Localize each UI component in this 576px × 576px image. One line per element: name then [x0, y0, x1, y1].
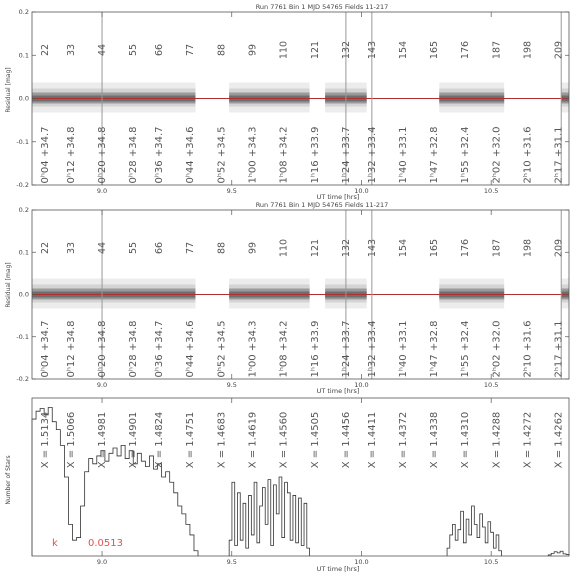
field-label: 187	[491, 40, 503, 60]
field-label: 121	[309, 238, 321, 258]
coord-label: 1ʰ24 +33.7	[340, 320, 352, 378]
field-label: 66	[154, 241, 166, 255]
x-tick-label: 10.5	[483, 381, 499, 389]
coord-label: 2ʰ17 +31.1	[553, 126, 565, 184]
coord-label: 1ʰ47 +32.8	[429, 126, 441, 184]
y-tick-label: -0.1	[16, 332, 29, 341]
field-labels	[40, 41, 565, 59]
field-label: 33	[65, 241, 77, 255]
airmass-labels	[40, 412, 565, 469]
field-label: 154	[397, 238, 409, 258]
field-label: 22	[39, 43, 51, 57]
y-axis-label: Number of Stars	[5, 455, 12, 505]
field-label: 77	[185, 241, 197, 255]
coord-label: 0ʰ28 +34.8	[128, 320, 140, 378]
field-label: 99	[247, 43, 259, 57]
field-label: 132	[340, 40, 352, 60]
airmass-label: X = 1.4683	[216, 411, 228, 469]
field-label: 44	[97, 241, 109, 255]
field-label: 110	[278, 238, 290, 258]
coord-label: 2ʰ02 +32.0	[491, 126, 503, 184]
airmass-label: X = 1.4338	[429, 411, 441, 469]
airmass-label: X = 1.4560	[278, 411, 290, 469]
field-label: 22	[39, 241, 51, 255]
residual-bands	[32, 83, 569, 113]
field-label: 121	[309, 40, 321, 60]
coord-label: 1ʰ55 +32.4	[460, 320, 472, 378]
histogram-segment	[447, 506, 501, 556]
x-tick-label: 10.5	[483, 558, 499, 566]
airmass-label: X = 1.4505	[309, 411, 321, 469]
field-label: 165	[429, 40, 441, 60]
x-tick-label: 10.0	[354, 381, 369, 389]
coord-label: 0ʰ52 +34.5	[216, 126, 228, 184]
coord-label: 0ʰ20 +34.8	[97, 320, 109, 378]
residual-panel-top	[5, 3, 569, 201]
coordinate-labels	[40, 321, 565, 378]
x-tick-label: 9.5	[226, 187, 237, 195]
airmass-label: X = 1.5066	[65, 411, 77, 469]
airmass-label: X = 1.4272	[522, 411, 534, 469]
coord-label: 1ʰ00 +34.3	[247, 320, 259, 378]
x-tick-label: 9.0	[96, 187, 108, 195]
field-label: 209	[553, 238, 565, 258]
field-label: 99	[247, 241, 259, 255]
coord-label: 0ʰ52 +34.5	[216, 320, 228, 378]
x-tick-label: 9.0	[96, 558, 108, 566]
x-tick-label: 9.0	[96, 381, 108, 389]
y-tick-label: 0.2	[18, 206, 29, 214]
field-label: 132	[340, 238, 352, 258]
airmass-label: X = 1.4824	[154, 411, 166, 469]
field-label: 154	[397, 40, 409, 60]
coord-label: 1ʰ08 +34.2	[278, 320, 290, 378]
field-label: 209	[553, 40, 565, 60]
star-count-histogram	[32, 407, 569, 556]
coord-label: 1ʰ00 +34.3	[247, 126, 259, 184]
airmass-label: X = 1.4262	[553, 411, 565, 469]
coord-label: 0ʰ12 +34.8	[65, 320, 77, 378]
airmass-label: X = 1.4310	[460, 411, 472, 469]
coord-label: 2ʰ17 +31.1	[553, 320, 565, 378]
coord-label: 0ʰ20 +34.8	[97, 126, 109, 184]
field-label: 88	[216, 241, 228, 255]
y-tick-label: 0.1	[18, 248, 29, 257]
y-tick-label: -0.2	[16, 375, 29, 383]
field-labels	[40, 239, 565, 257]
k-value: 0.0513	[88, 538, 123, 549]
y-tick-label: -0.1	[16, 137, 29, 146]
coord-label: 0ʰ12 +34.8	[65, 126, 77, 184]
y-tick-label: 0.0	[18, 290, 29, 299]
coord-label: 1ʰ55 +32.4	[460, 126, 472, 184]
coord-label: 1ʰ16 +33.9	[309, 126, 321, 184]
airmass-label: X = 1.4411	[366, 411, 378, 469]
coord-label: 1ʰ32 +33.4	[366, 320, 378, 378]
coord-label: 2ʰ10 +31.6	[522, 126, 534, 184]
coord-label: 1ʰ47 +32.8	[429, 320, 441, 378]
airmass-label: X = 1.4372	[397, 411, 409, 469]
airmass-label: X = 1.4619	[247, 411, 259, 469]
field-label: 198	[522, 40, 534, 60]
x-tick-label: 9.5	[226, 558, 237, 566]
field-label: 176	[460, 238, 472, 258]
field-label: 143	[366, 40, 378, 60]
coord-label: 2ʰ02 +32.0	[491, 320, 503, 378]
field-label: 44	[97, 43, 109, 57]
coord-label: 1ʰ16 +33.9	[309, 320, 321, 378]
x-tick-label: 9.5	[226, 381, 237, 389]
coord-label: 2ʰ10 +31.6	[522, 320, 534, 378]
field-label: 55	[128, 43, 140, 57]
coord-label: 1ʰ08 +34.2	[278, 126, 290, 184]
y-tick-label: 0.0	[18, 94, 29, 103]
field-label: 165	[429, 238, 441, 258]
field-label: 176	[460, 40, 472, 60]
coord-label: 0ʰ36 +34.7	[154, 126, 166, 184]
y-tick-label: 0.2	[18, 8, 29, 16]
x-tick-label: 10.0	[354, 187, 369, 195]
y-axis-label: Residual [mag]	[5, 67, 12, 113]
airmass-label: X = 1.5134	[39, 411, 51, 469]
field-label: 33	[65, 43, 77, 57]
panel-title: Run 7761 Bin 1 MJD 54765 Fields 11-217	[255, 201, 389, 209]
coord-label: 0ʰ04 +34.7	[39, 320, 51, 378]
coordinate-labels	[40, 127, 565, 184]
residual-panel-middle	[5, 201, 569, 395]
field-label: 110	[278, 40, 290, 60]
coord-label: 1ʰ40 +33.1	[397, 320, 409, 378]
x-axis-label: UT time [hrs]	[316, 193, 360, 201]
field-label: 77	[185, 43, 197, 57]
x-axis-label: UT time [hrs]	[316, 387, 360, 395]
field-label: 198	[522, 238, 534, 258]
x-tick-label: 10.0	[354, 558, 369, 566]
plot-frame	[32, 398, 569, 556]
histogram-segment	[548, 551, 569, 556]
star-count-panel	[5, 398, 569, 573]
field-label: 143	[366, 238, 378, 258]
coord-label: 0ʰ04 +34.7	[39, 126, 51, 184]
coord-label: 1ʰ32 +33.4	[366, 126, 378, 184]
coord-label: 0ʰ44 +34.6	[185, 320, 197, 378]
field-label: 55	[128, 241, 140, 255]
field-label: 88	[216, 43, 228, 57]
coord-label: 0ʰ44 +34.6	[185, 126, 197, 184]
airmass-label: X = 1.4901	[128, 411, 140, 469]
x-tick-label: 10.5	[483, 187, 499, 195]
airmass-label: X = 1.4288	[491, 411, 503, 469]
y-axis-label: Residual [mag]	[5, 262, 12, 308]
field-label: 187	[491, 238, 503, 258]
histogram-segment	[229, 477, 309, 556]
y-tick-label: -0.2	[16, 181, 29, 189]
coord-label: 0ʰ36 +34.7	[154, 320, 166, 378]
panel-title: Run 7761 Bin 1 MJD 54765 Fields 11-217	[255, 3, 389, 11]
histogram-segment	[32, 407, 198, 556]
k-label: k	[52, 538, 58, 549]
y-tick-label: 0.1	[18, 51, 29, 60]
field-label: 66	[154, 43, 166, 57]
airmass-label: X = 1.4751	[185, 411, 197, 469]
airmass-label: X = 1.4981	[97, 411, 109, 469]
coord-label: 1ʰ24 +33.7	[340, 126, 352, 184]
coord-label: 1ʰ40 +33.1	[397, 126, 409, 184]
residual-bands	[32, 279, 569, 309]
coord-label: 0ʰ28 +34.8	[128, 126, 140, 184]
x-axis-label: UT time [hrs]	[316, 565, 360, 573]
airmass-label: X = 1.4456	[340, 411, 352, 469]
